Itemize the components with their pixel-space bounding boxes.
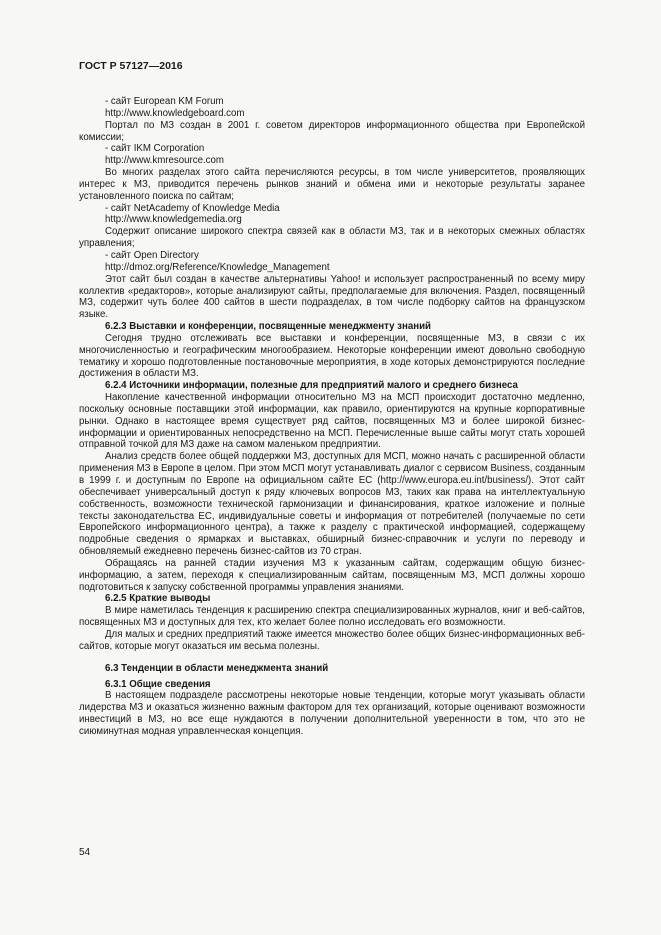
paragraph: Анализ средств более общей поддержки МЗ, доступных для МСП, можно начать с расширенной области применения МЗ в Европе в целом. При этом МСП могут устанавливать диалог с сервисом Business, созданным в 1999 г. и доступным по Европе на официальном сайте ЕС (http://www.europa.eu.int/business/). Этот сайт обеспечивает универсальный доступ к ряду ключевых вопросов МЗ, таких как права на интеллектуальную собственность, возможности технической гармонизации и финансирования, краткое изложение и полные тексты законодательства ЕС, индивидуальные советы и информация от потребителей (получаемые по сети Европейского информационного центра), а также к разделу с практической информацией, содержащему подробные сведения о ярмарках и выставках, обширный бизнес-справочник и услуги по переводу и обновляемый ежедневно перечень бизнес-сайтов из 70 стран.: [79, 451, 585, 558]
paragraph: В настоящем подразделе рассмотрены некоторые новые тенденции, которые могут указывать области лидерства МЗ и оказаться жизненно важным фактором для тех организаций, которые оценивают возможности инвестиций в МЗ, но все еще нуждаются в получении дополнительной уверенности в том, что это не сиюминутная модная управленческая концепция.: [79, 690, 585, 737]
section-heading-6-3-1: 6.3.1 Общие сведения: [105, 678, 211, 690]
paragraph: В мире наметилась тенденция к расширению спектра специализированных журналов, книг и веб-сайтов, посвященных МЗ и доступных для тех, кто желает более полно исследовать его возможности.: [79, 605, 585, 629]
paragraph: - сайт European KM Forum: [105, 96, 224, 107]
paragraph: Портал по МЗ создан в 2001 г. советом директоров информационного общества при Европейской комиссии;: [79, 119, 585, 143]
paragraph: Обращаясь на ранней стадии изучения МЗ к указанным сайтам, содержащим общую бизнес-информацию, а затем, переходя к специализированным сайтам, посвященным МЗ, МСП должны хорошо подготовиться к запуску собственной программы управления знаниями.: [79, 557, 585, 593]
paragraph: - сайт NetAcademy of Knowledge Media: [105, 202, 280, 214]
paragraph: Во многих разделах этого сайта перечисляются ресурсы, в том числе университетов, проявляющих интерес к МЗ, приводится перечень рынков знаний и обмена ими и некоторые результаты заранее установленного поиска по сайтам;: [79, 167, 585, 202]
link-text: http://dmoz.org/Reference/Knowledge_Management: [105, 261, 330, 273]
paragraph: Содержит описание широкого спектра связей как в области МЗ, так и в некоторых смежных областях управления;: [79, 226, 585, 250]
section-heading-6-2-5: 6.2.5 Краткие выводы: [105, 593, 211, 605]
paragraph: - сайт IKM Corporation: [105, 143, 205, 155]
paragraph: Этот сайт был создан в качестве альтернативы Yahoo! и использует распространенный по всему миру коллектив «редакторов», которые анализируют сайты, предполагаемые для включения. Раздел, посвященный МЗ, содержит чуть более 400 сайтов в шести подразделах, в том числе подборку сайтов на французском языке.: [79, 273, 585, 321]
page-number: 54: [79, 847, 91, 858]
paragraph: - сайт Open Directory: [105, 249, 199, 261]
paragraph: Сегодня трудно отслеживать все выставки и конференции, посвященные МЗ, в связи с их многочисленностью и географическим многообразием. Некоторые конференции имеют довольно свободную тематику и хорошо подготовленные постановочные мероприятия, в ходе которых демонстрируются последние достижения в области МЗ.: [79, 332, 585, 380]
section-heading-6-3: 6.3 Тенденции в области менеджмента знаний: [105, 662, 329, 674]
link-text: http://www.kmresource.com: [105, 155, 224, 167]
link-text: http://www.knowledgemedia.org: [105, 214, 242, 226]
document-body: [79, 96, 585, 738]
link-text: http://www.knowledgeboard.com: [105, 107, 245, 119]
section-heading-6-2-3: 6.2.3 Выставки и конференции, посвященные менеджменту знаний: [105, 321, 431, 333]
paragraph: Накопление качественной информации относительно МЗ на МСП происходит достаточно медленно, поскольку основные поставщики этой информации, как правило, ориентируются на крупные корпоративные рынки. Однако в настоящее время существует ряд сайтов, посвященных МЗ и более широкой бизнес-информации и ориентированных непосредственно на МСП. Перечисленные выше сайты могут стать хорошей отправной точкой для МЗ даже на самом маленьком предприятии.: [79, 392, 585, 451]
section-heading-6-2-4: 6.2.4 Источники информации, полезные для предприятий малого и среднего бизнеса: [105, 380, 518, 392]
document-header: ГОСТ Р 57127—2016: [79, 60, 183, 72]
paragraph: Для малых и средних предприятий также имеется множество более общих бизнес-информационных веб-сайтов, которые могут оказаться им весьма полезны.: [79, 628, 585, 652]
